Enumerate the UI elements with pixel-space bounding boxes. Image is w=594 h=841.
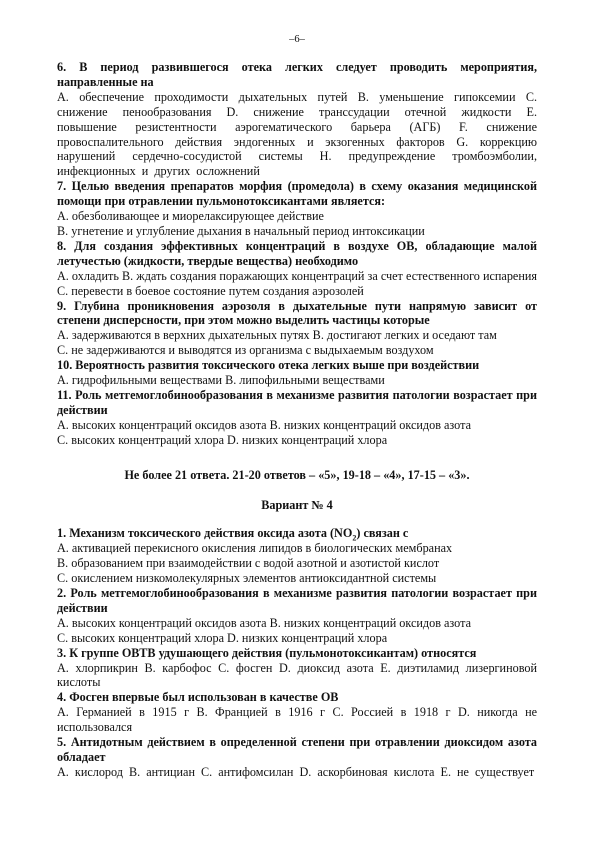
question-text: 7. Целью введения препаратов морфия (промедола) в схему оказания медицинской помощи при отравлении пульмонотоксикантами является: (57, 179, 537, 209)
answer-options: С. высоких концентраций хлора D. низких концентраций хлора (57, 432, 388, 447)
answer-options: А. охладить В. ждать создания поражающих концентраций за счет естественного испарения С. перевести в боевое состояние путем создания аэрозолей (57, 268, 537, 298)
answer-options: А. задерживаются в верхних дыхательных путях В. достигают легких и оседают там (57, 328, 497, 343)
answer-options: А. кислород В. антициан С. антифомсилан D. аскорбиновая кислота Е. не существует (57, 764, 535, 779)
question-text: 11. Роль метгемоглобинообразования в механизме развития патологии возрастает при действии (57, 387, 537, 417)
question-block (57, 299, 537, 359)
document-page (57, 34, 537, 780)
question-text: 5. Антидотным действием в определенной степени при отравлении диоксидом азота обладает (57, 735, 537, 764)
answer-options: А. активацией перекисного окисления липидов в биологических мембранах (57, 541, 453, 556)
page-number: –6– (289, 34, 305, 45)
answer-options: В. угнетение и углубление дыхания в начальный период интоксикации (57, 223, 425, 238)
question-text-tail: ) связан с (356, 526, 409, 541)
question-text: 8. Для создания эффективных концентраций в воздухе ОВ, обладающие малой летучестью (жидкости, твердые вещества) необходимо (57, 238, 537, 268)
question-text-main: 1. Механизм токсического действия оксида азота (NO (57, 526, 353, 541)
question-block (57, 239, 537, 299)
question-block (57, 690, 537, 735)
question-text: 4. Фосген впервые был использован в качестве ОВ (57, 690, 339, 705)
answer-options: С. высоких концентраций хлора D. низких концентраций хлора (57, 630, 388, 645)
question-text (57, 526, 537, 541)
answer-options: С. не задерживаются и выводятся из организма с выдыхаемым воздухом (57, 343, 434, 358)
answer-options: А. хлорпикрин В. карбофос С. фосген D. диоксид азота Е. диэтиламид лизергиновой кислоты (57, 660, 537, 690)
question-text: 2. Роль метгемоглобинообразования в механизме развития патологии возрастает при действии (57, 586, 537, 615)
question-text: 6. В период развившегося отека легких следует проводить мероприятия, направленные на (57, 60, 537, 89)
question-text: 10. Вероятность развития токсического отека легких выше при воздействии (57, 358, 480, 373)
answer-options: С. окислением низкомолекулярных элементов антиоксидантной системы (57, 571, 437, 586)
question-block (57, 586, 537, 646)
question-block (57, 60, 537, 179)
answer-options: А. обезболивающее и миорелаксирующее действие (57, 209, 324, 224)
answer-options: А. гидрофильными веществами В. липофильными веществами (57, 373, 385, 388)
answer-options: А. обеспечение проходимости дыхательных путей В. уменьшение гипоксемии С. снижение пенообразования D. снижение транссудации отечной жидкости Е. повышение резистентности аэрогематического барьера (АГБ) F. снижение провоспалительного действия эндогенных и экзогенных факторов G. коррекцию нарушений сердечно-сосудистой системы Н. предупреждение тромбоэмболии, инфекционных и других осложнений (57, 89, 537, 179)
question-text: 9. Глубина проникновения аэрозоля в дыхательные пути напрямую зависит от степени дисперсности, при этом можно выделить частицы которые (57, 298, 537, 328)
answer-options: В. образованием при взаимодействии с водой азотной и азотистой кислот (57, 556, 440, 571)
answer-options: А. высоких концентраций оксидов азота В. низких концентраций оксидов азота (57, 417, 471, 432)
question-block (57, 735, 537, 780)
answer-options: А. высоких концентраций оксидов азота В. низких концентраций оксидов азота (57, 615, 471, 630)
question-block (57, 358, 537, 388)
grading-scale: Не более 21 ответа. 21-20 ответов – «5», 19-18 – «4», 17-15 – «3». (124, 467, 470, 482)
answer-options: А. Германией в 1915 г В. Францией в 1916 г С. Россией в 1918 г D. никогда не использовался (57, 705, 537, 735)
variant-heading: Вариант № 4 (261, 498, 333, 513)
question-block (57, 526, 537, 586)
subscript: 2 (352, 533, 357, 543)
question-block (57, 388, 537, 448)
question-block (57, 179, 537, 239)
question-text: 3. К группе ОВТВ удушающего действия (пульмонотоксикантам) относятся (57, 645, 477, 660)
question-block (57, 646, 537, 691)
